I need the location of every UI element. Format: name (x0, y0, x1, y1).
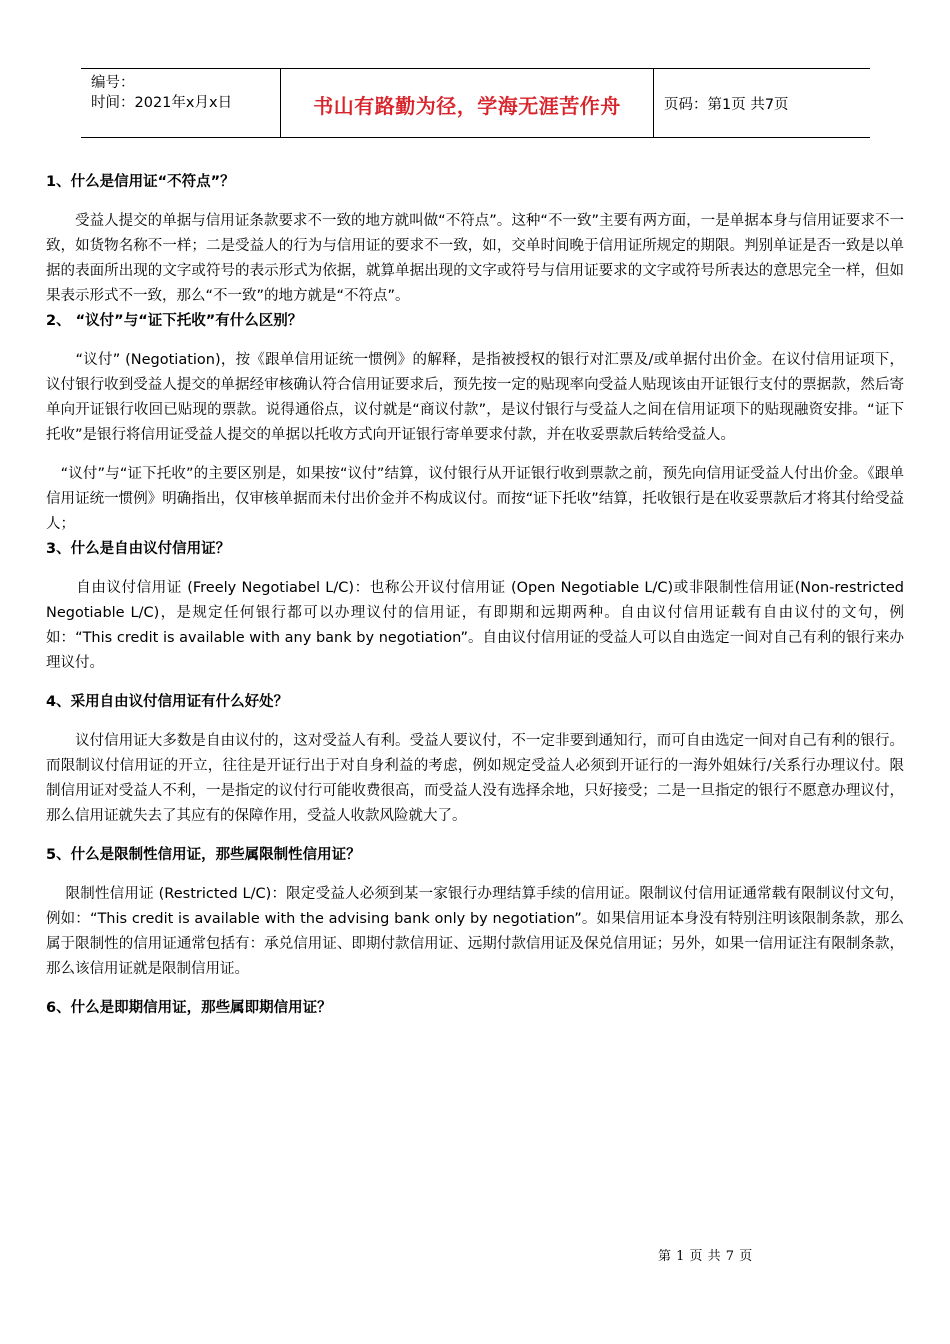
page-header (81, 68, 870, 138)
answer-paragraph: 限制性信用证 (Restricted L/C)：限定受益人必须到某一家银行办理结算手续的信用证。限制议付信用证通常载有限制议付文句，例如：“This credit is available with the advising bank only by negotiation”。如果信用证本身没有特别注明该限制条款，那么属于限制性的信用证通常包括有：承兑信用证、即期付款信用证、远期付款信用证及保兑信用证；另外，如果一信用证注有限制条款，那么该信用证就是限制信用证。 (46, 886, 904, 977)
answer-paragraph: 议付信用证大多数是自由议付的，这对受益人有利。受益人要议付，不一定非要到通知行，而可自由选定一间对自己有利的银行。而限制议付信用证的开立，往往是开证行出于对自身利益的考虑，例如规定受益人必须到开证行的一海外姐妹行/关系行办理议付。限制信用证对受益人不利，一是指定的议付行可能收费很高，而受益人没有选择余地，只好接受；二是一旦指定的银行不愿意办理议付，那么信用证就失去了其应有的保障作用，受益人收款风险就大了。 (46, 733, 904, 824)
answer-paragraph: “议付” (Negotiation)，按《跟单信用证统一惯例》的解释，是指被授权的银行对汇票及/或单据付出价金。在议付信用证项下，议付银行收到受益人提交的单据经审核确认符合信用证要求后，预先按一定的贴现率向受益人贴现该由开证银行支付的票据款，然后寄单向开证银行收回已贴现的票款。说得通俗点，议付就是“商议付款”，是议付银行与受益人之间在信用证项下的贴现融资安排。“证下托收”是银行将信用证受益人提交的单据以托收方式向开证银行寄单要求付款，并在收妥票款后转给受益人。 (46, 352, 904, 443)
document-body (46, 170, 904, 1021)
document-number-label: 编号： (91, 75, 135, 91)
header-motto: 书山有路勤为径，学海无涯苦作舟 (281, 69, 654, 137)
document-date: 时间：2021年x月x日 (91, 95, 233, 111)
answer-paragraph: 受益人提交的单据与信用证条款要求不一致的地方就叫做“不符点”。这种“不一致”主要有两方面，一是单据本身与信用证要求不一致，如货物名称不一样；二是受益人的行为与信用证的要求不一致，如，交单时间晚于信用证所规定的期限。判别单证是否一致是以单据的表面所出现的文字或符号的表示形式为依据，就算单据出现的文字或符号与信用证要求的文字或符号所表达的意思完全一样，但如果表示形式不一致，那么“不一致”的地方就是“不符点”。 (46, 213, 904, 304)
question-heading: 2、 “议付”与“证下托收”有什么区别？ (46, 313, 303, 329)
question-heading: 6、什么是即期信用证，那些属即期信用证？ (46, 1000, 332, 1016)
header-meta (81, 69, 281, 137)
answer-paragraph: 自由议付信用证 (Freely Negotiabel L/C)：也称公开议付信用证 (Open Negotiable L/C)或非限制性信用证(Non-restricted Negotiable L/C)，是规定任何银行都可以办理议付的信用证，有即期和远期两种。自由议付信用证载有自由议付的文句，例如：“This credit is available with any bank by negotiation”。自由议付信用证的受益人可以自由选定一间对自己有利的银行来办理议付。 (46, 580, 904, 671)
question-heading: 4、采用自由议付信用证有什么好处？ (46, 694, 289, 710)
page-footer: 第 1 页 共 7 页 (658, 1249, 753, 1264)
question-heading: 1、什么是信用证“不符点”？ (46, 174, 235, 190)
question-heading: 5、什么是限制性信用证，那些属限制性信用证？ (46, 847, 361, 863)
header-page-indicator: 页码：第1页 共7页 (664, 96, 789, 113)
answer-paragraph: “议付”与“证下托收”的主要区别是，如果按“议付”结算，议付银行从开证银行收到票款之前，预先向信用证受益人付出价金。《跟单信用证统一惯例》明确指出，仅审核单据而未付出价金并不构成议付。而按“证下托收”结算，托收银行是在收妥票款后才将其付给受益人； (46, 466, 904, 532)
question-heading: 3、什么是自由议付信用证？ (46, 541, 231, 557)
